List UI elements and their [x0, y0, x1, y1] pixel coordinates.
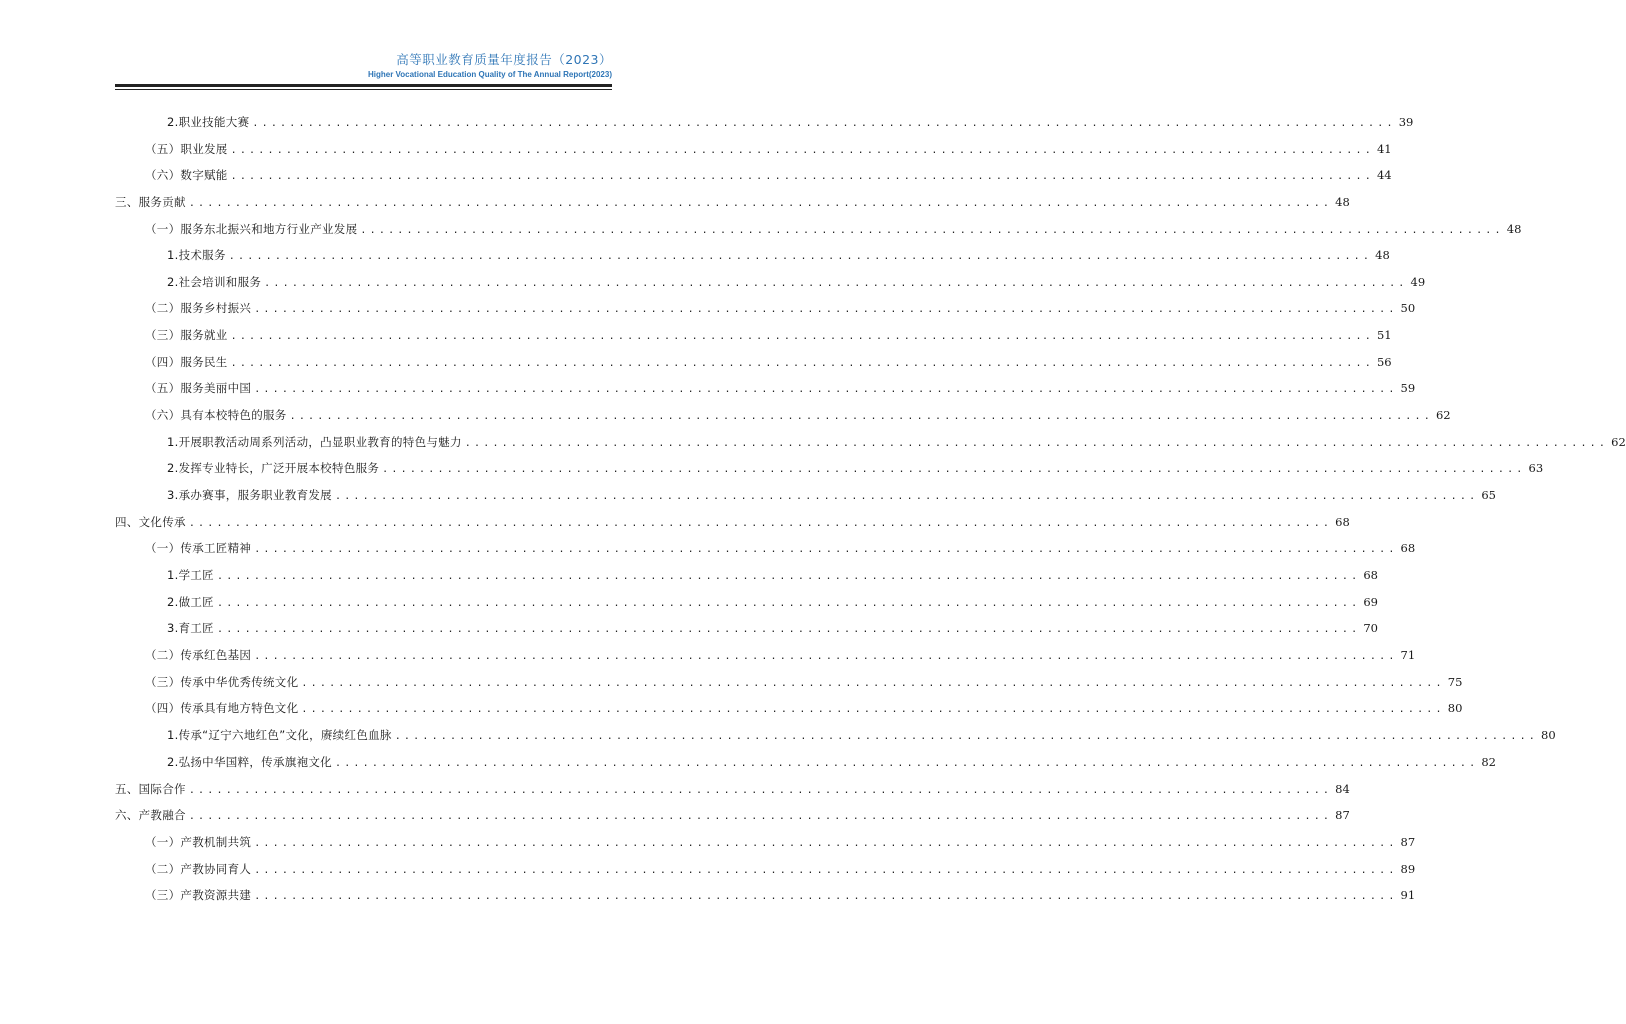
toc-page-number: 82	[1481, 755, 1496, 769]
toc-leader-dots: ............................................................................................................................	[216, 571, 1361, 582]
toc-page-number: 44	[1376, 168, 1392, 182]
toc-entry-label: （四）传承具有地方特色文化	[145, 701, 299, 715]
toc-entry-label: （五）职业发展	[145, 142, 228, 156]
toc-leader-dots: ............................................................................................................................	[301, 704, 1445, 715]
toc-entry[interactable]	[145, 700, 1463, 716]
toc-entry-label: 1.传承“辽宁六地红色”文化，赓续红色血脉	[167, 728, 392, 742]
toc-entry[interactable]	[167, 274, 1426, 290]
toc-leader-dots: ............................................................................................................................	[216, 598, 1361, 609]
toc-page-number: 68	[1400, 541, 1416, 555]
toc-leader-dots: ............................................................................................................................	[254, 544, 1398, 555]
toc-entry[interactable]	[145, 674, 1463, 690]
toc-page-number: 62	[1611, 435, 1626, 449]
toc-entry-label: （六）具有本校特色的服务	[145, 408, 287, 422]
toc-page-number: 75	[1447, 675, 1463, 689]
toc-page-number: 63	[1528, 461, 1544, 475]
toc-leader-dots: ............................................................................................................................	[228, 251, 1373, 262]
toc-entry-label: 2.发挥专业特长，广泛开展本校特色服务	[167, 461, 380, 475]
toc-leader-dots: ............................................................................................................................	[230, 331, 1374, 342]
toc-entry-label: 1.开展职教活动周系列活动，凸显职业教育的特色与魅力	[167, 435, 462, 449]
toc-entry[interactable]	[167, 620, 1378, 636]
toc-leader-dots: ............................................................................................................................	[230, 145, 1374, 156]
toc-entry-label: 三、服务贡献	[115, 195, 186, 209]
toc-entry-label: 2.弘扬中华国粹，传承旗袍文化	[167, 755, 332, 769]
toc-entry-label: （三）服务就业	[145, 328, 228, 342]
toc-page-number: 68	[1335, 515, 1350, 529]
toc-entry-label: （三）产教资源共建	[145, 888, 252, 902]
toc-entry[interactable]	[145, 300, 1416, 316]
toc-page-number: 80	[1541, 728, 1556, 742]
toc-page-number: 56	[1376, 355, 1392, 369]
toc-page-number: 87	[1400, 835, 1416, 849]
toc-page-number: 80	[1447, 701, 1463, 715]
toc-entry[interactable]	[167, 727, 1556, 743]
toc-entry[interactable]	[167, 594, 1378, 610]
toc-entry[interactable]	[115, 514, 1350, 530]
toc-page-number: 48	[1375, 248, 1390, 262]
toc-leader-dots: ............................................................................................................................	[188, 785, 1333, 796]
toc-page-number: 70	[1363, 621, 1378, 635]
toc-page-number: 49	[1410, 275, 1426, 289]
toc-entry[interactable]	[145, 380, 1416, 396]
toc-leader-dots: ............................................................................................................................	[188, 518, 1333, 529]
toc-page-number: 59	[1400, 381, 1416, 395]
toc-entry[interactable]	[145, 354, 1392, 370]
toc-entry-label: （三）传承中华优秀传统文化	[145, 675, 299, 689]
toc-leader-dots: ............................................................................................................................	[188, 198, 1333, 209]
toc-entry-label: 六、产教融合	[115, 808, 186, 822]
toc-leader-dots: ............................................................................................................................	[254, 838, 1398, 849]
toc-leader-dots: ............................................................................................................................	[254, 651, 1398, 662]
toc-leader-dots: ............................................................................................................................	[360, 225, 1504, 236]
toc-entry-label: （一）传承工匠精神	[145, 541, 252, 555]
toc-leader-dots: ............................................................................................................................	[264, 278, 1408, 289]
toc-leader-dots: ............................................................................................................................	[289, 411, 1433, 422]
toc-entry-label: （一）产教机制共筑	[145, 835, 252, 849]
report-subtitle: Higher Vocational Education Quality of The Annual Report(2023)	[367, 70, 612, 79]
toc-leader-dots: ............................................................................................................................	[230, 171, 1374, 182]
toc-entry-label: 1.学工匠	[167, 568, 214, 582]
toc-page-number: 50	[1400, 301, 1416, 315]
toc-leader-dots: ............................................................................................................................	[254, 865, 1398, 876]
toc-entry[interactable]	[145, 167, 1392, 183]
toc-entry-label: （二）服务乡村振兴	[145, 301, 252, 315]
toc-page-number: 87	[1335, 808, 1350, 822]
toc-leader-dots: ............................................................................................................................	[334, 491, 1479, 502]
toc-leader-dots: ............................................................................................................................	[254, 384, 1398, 395]
toc-entry[interactable]	[145, 861, 1416, 877]
toc-entry[interactable]	[167, 434, 1626, 450]
toc-entry[interactable]	[167, 247, 1390, 263]
toc-page-number: 65	[1481, 488, 1496, 502]
toc-entry-label: （六）数字赋能	[145, 168, 228, 182]
toc-entry-label: 1.技术服务	[167, 248, 226, 262]
toc-entry[interactable]	[145, 647, 1416, 663]
toc-leader-dots: ............................................................................................................................	[188, 811, 1333, 822]
toc-leader-dots: ............................................................................................................................	[301, 678, 1445, 689]
toc-page-number: 39	[1398, 115, 1414, 129]
toc-page-number: 84	[1335, 782, 1350, 796]
toc-page-number: 48	[1506, 222, 1522, 236]
toc-entry[interactable]	[115, 194, 1350, 210]
toc-page-number: 41	[1376, 142, 1392, 156]
toc-entry-label: （四）服务民生	[145, 355, 228, 369]
toc-entry[interactable]	[115, 781, 1350, 797]
toc-entry[interactable]	[145, 407, 1451, 423]
toc-page-number: 71	[1400, 648, 1416, 662]
toc-leader-dots: ............................................................................................................................	[216, 624, 1361, 635]
toc-entry-label: （一）服务东北振兴和地方行业产业发展	[145, 222, 358, 236]
toc-entry[interactable]	[145, 327, 1392, 343]
toc-page-number: 51	[1376, 328, 1392, 342]
toc-entry-label: 2.职业技能大赛	[167, 115, 250, 129]
toc-page-number: 48	[1335, 195, 1350, 209]
toc-entry-label: （五）服务美丽中国	[145, 381, 252, 395]
toc-entry[interactable]	[145, 540, 1416, 556]
toc-entry[interactable]	[167, 460, 1544, 476]
toc-entry[interactable]	[167, 487, 1496, 503]
toc-leader-dots: ............................................................................................................................	[334, 758, 1479, 769]
toc-leader-dots: ............................................................................................................................	[230, 358, 1374, 369]
toc-entry-label: 3.承办赛事，服务职业教育发展	[167, 488, 332, 502]
toc-leader-dots: ............................................................................................................................	[394, 731, 1539, 742]
toc-entry[interactable]	[145, 887, 1416, 903]
toc-entry[interactable]	[167, 567, 1378, 583]
toc-entry[interactable]	[145, 141, 1392, 157]
toc-entry[interactable]	[145, 834, 1416, 850]
toc-entry-label: 四、文化传承	[115, 515, 186, 529]
toc-page-number: 91	[1400, 888, 1416, 902]
toc-leader-dots: ............................................................................................................................	[382, 464, 1526, 475]
toc-page-number: 68	[1363, 568, 1378, 582]
toc-entry[interactable]	[115, 807, 1350, 823]
toc-leader-dots: ............................................................................................................................	[254, 304, 1398, 315]
toc-page-number: 62	[1435, 408, 1451, 422]
toc-entry-label: 2.社会培训和服务	[167, 275, 262, 289]
toc-leader-dots: ............................................................................................................................	[252, 118, 1396, 129]
toc-entry-label: 2.做工匠	[167, 595, 214, 609]
toc-entry[interactable]	[145, 221, 1522, 237]
toc-page-number: 69	[1363, 595, 1378, 609]
toc-entry[interactable]	[167, 114, 1414, 130]
toc-leader-dots: ............................................................................................................................	[254, 891, 1398, 902]
toc-entry[interactable]	[167, 754, 1496, 770]
toc-entry-label: 3.育工匠	[167, 621, 214, 635]
report-title: 高等职业教育质量年度报告（2023）	[396, 52, 612, 67]
toc-entry-label: （二）产教协同育人	[145, 862, 252, 876]
toc-page-number: 89	[1400, 862, 1416, 876]
toc-leader-dots: ............................................................................................................................	[464, 438, 1609, 449]
toc-entry-label: 五、国际合作	[115, 782, 186, 796]
toc-entry-label: （二）传承红色基因	[145, 648, 252, 662]
